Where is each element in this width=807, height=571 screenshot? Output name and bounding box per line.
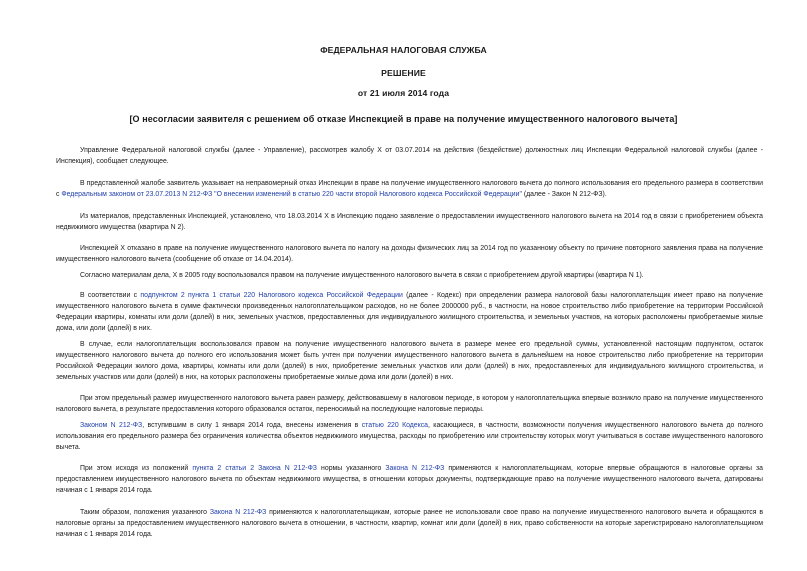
paragraph-9-text-a: , вступившим в силу 1 января 2014 года, внесены изменения в bbox=[142, 422, 362, 429]
paragraph-2-text-a: В представленной жалобе заявитель указывает на неправомерный отказ Инспекции в праве на получение имущественного налогового вычета до полного использования его предельного размера в соответствии с bbox=[56, 180, 763, 198]
law-212-link-3[interactable]: Закона N 212-ФЗ bbox=[209, 509, 267, 516]
document-subject: [О несогласии заявителя с решением об отказе Инспекцией в праве на получение имущественного налогового вычета] bbox=[129, 114, 678, 124]
paragraph-3: Из материалов, представленных Инспекцией, установлено, что 18.03.2014 Х в Инспекцию подано заявление о предоставлении имущественного налогового вычета на 2014 год в связи с приобретением объекта недвижимого имущества (квартира N 2). bbox=[56, 213, 763, 231]
tax-code-article-link[interactable]: подпунктом 2 пункта 1 статьи 220 Налогового кодекса Российской Федерации bbox=[140, 292, 403, 299]
agency-title: ФЕДЕРАЛЬНАЯ НАЛОГОВАЯ СЛУЖБА bbox=[320, 45, 487, 55]
paragraph-7: В случае, если налогоплательщик воспользовался правом на получение имущественного налогового вычета в размере менее его предельной суммы, установленной настоящим подпунктом, остаток имущественного налогового вычета до полного его использования может быть учтен при получении имущественного налогового вычета в дальнейшем на новое строительство либо приобретение на территории Российской Федерации жилого дома, квартиры, комнаты или доли (долей) в них, приобретение земельных участков или доли (долей) в них, предоставленных для индивидуального жилищного строительства, и земельных участков или доли (долей) в них, на которых расположены приобретаемые жилые дома или доли (долей) в них. bbox=[56, 341, 763, 381]
law-212-link-2[interactable]: Закона N 212-ФЗ bbox=[385, 465, 445, 472]
law-212-article-2-link[interactable]: пункта 2 статьи 2 Закона N 212-ФЗ bbox=[192, 465, 317, 472]
paragraph-6 bbox=[56, 290, 763, 334]
paragraph-6-text-a: В соответствии с bbox=[80, 292, 141, 299]
paragraph-10-text-b: нормы указанного bbox=[316, 465, 386, 472]
paragraph-2-text-b: (далее - Закон N 212-ФЗ). bbox=[521, 191, 607, 198]
paragraph-8: При этом предельный размер имущественного налогового вычета равен размеру, действовавшему в налоговом периоде, в котором у налогоплательщика впервые возникло право на получение имущественного налогового вычета, в результате предоставления которого образовался остаток, переносимый на последующие налоговые периоды. bbox=[56, 395, 763, 413]
paragraph-10-text-c: применяются к налогоплательщикам, которые впервые обращаются в налоговые органы за предоставлением имущественного налогового вычета по объектам недвижимого имущества, в отношении которых документы, подтверждающие право на получение имущественного налогового вычета, датированы начиная с 1 января 2014 года. bbox=[56, 465, 763, 494]
document-type: РЕШЕНИЕ bbox=[381, 68, 426, 78]
paragraph-4: Инспекцией Х отказано в праве на получение имущественного налогового вычета по налогу на доходы физических лиц за 2014 год по указанному объекту по причине повторного заявления права на получение имущественного налогового вычета (сообщение об отказе от 14.04.2014). bbox=[56, 245, 763, 263]
paragraph-5: Согласно материалам дела, Х в 2005 году воспользовался правом на получение имущественного налогового вычета в связи с приобретением другой квартиры (квартира N 1). bbox=[80, 272, 644, 279]
paragraph-6-text-b: (далее - Кодекс) при определении размера налоговой базы налогоплательщик имеет право на получение имущественного налогового вычета в сумме фактически произведенных налогоплательщиком расходов, но не более 2000000 руб., в частности, на новое строительство либо приобретение на территории Российской Федерации квартиры, комнаты или доли (долей) в них, земельных участков, предоставленных для индивидуального жилищного строительства, и земельных участков, на которых расположены приобретаемые жилые дома, или доли (долей) в них. bbox=[56, 292, 764, 332]
paragraph-1: Управление Федеральной налоговой службы (далее - Управление), рассмотрев жалобу Х от 03.07.2014 на действия (бездействие) должностных лиц Инспекции Федеральной налоговой службы (далее - Инспекция), сообщает следующее. bbox=[56, 147, 763, 165]
paragraph-11-text-a: Таким образом, положения указанного bbox=[80, 509, 210, 516]
document-date: от 21 июля 2014 года bbox=[357, 88, 450, 98]
law-212-link[interactable]: Законом N 212-ФЗ bbox=[80, 422, 143, 429]
federal-law-link[interactable]: Федеральным законом от 23.07.2013 N 212-ФЗ "О внесении изменений в статью 220 части второй Налогового кодекса Российской Федерации" bbox=[61, 191, 522, 198]
paragraph-11 bbox=[56, 507, 763, 540]
paragraph-10 bbox=[56, 463, 763, 496]
paragraph-9 bbox=[56, 420, 763, 453]
paragraph-10-text-a: При этом исходя из положений bbox=[80, 465, 193, 472]
paragraph-2 bbox=[56, 178, 763, 200]
paragraph-9-text-b: , касающиеся, в частности, возможности получения имущественного налогового вычета до полного использования его предельного размера без ограничения количества объектов недвижимого имущества, расходы по приобретению или строительству которых могут учитываться в составе имущественного налогового вычета. bbox=[56, 422, 763, 451]
paragraph-11-text-b: применяются к налогоплательщикам, которые ранее не использовали свое право на получение имущественного налогового вычета и обращаются в налоговые органы за предоставлением имущественного налогового вычета в отношении, в частности, квартир, комнат или доли (долей) в них, право собственности на которые зарегистрировано налогоплательщиком начиная с 1 января 2014 года. bbox=[56, 509, 764, 538]
article-220-link[interactable]: статью 220 Кодекса bbox=[361, 422, 429, 429]
